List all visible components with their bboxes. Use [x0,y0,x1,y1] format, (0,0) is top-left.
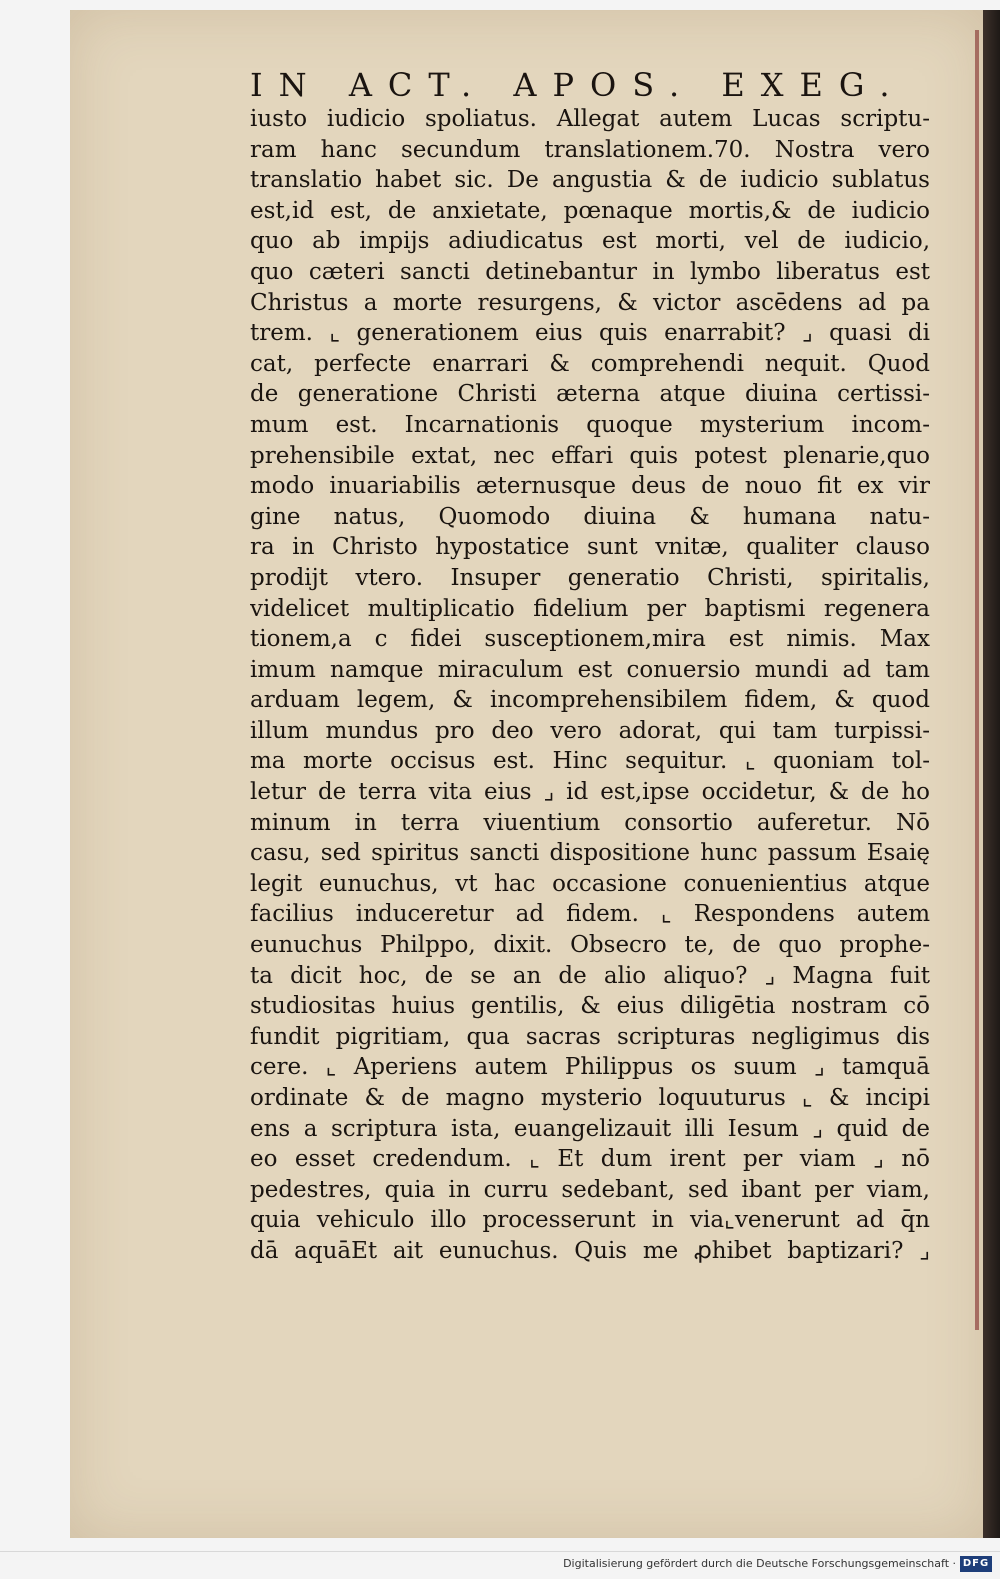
text-line: pedestres, quia in curru sedebant, sed ibant per viam, [250,1176,930,1203]
text-line: dā aquāEt ait eunuchus. Quis me ꝓhibet baptizari? ⌟ [250,1237,930,1264]
text-line: letur de terra vita eius ⌟ id est,ipse occidetur, & de ho [250,779,930,806]
text-line: quia vehiculo illo processerunt in via⌞venerunt ad q̄n [250,1207,930,1234]
text-line: ens a scriptura ista, euangelizauit illi Iesum ⌟ quid de [250,1115,930,1142]
text-line: de generatione Christi æterna atque diuina certissi- [250,381,930,408]
text-line: facilius induceretur ad fidem. ⌞ Respondens autem [250,901,930,928]
text-line: studiositas huius gentilis, & eius diligētia nostram cō [250,993,930,1020]
page-edge [975,30,979,1330]
text-line: legit eunuchus, vt hac occasione conuenientius atque [250,870,930,897]
text-line: eo esset credendum. ⌞ Et dum irent per viam ⌟ nō [250,1146,930,1173]
text-line: eunuchus Philppo, dixit. Obsecro te, de quo prophe- [250,932,930,959]
text-line: iusto iudicio spoliatus. Allegat autem Lucas scriptu- [250,106,930,132]
text-line: tionem,a c fidei susceptionem,mira est nimis. Max [250,626,930,653]
text-line: ta dicit hoc, de se an de alio aliquo? ⌟ Magna fuit [250,962,930,989]
text-line: mum est. Incarnationis quoque mysterium incom- [250,411,930,438]
text-line: ra in Christo hypostatice sunt vnitæ, qualiter clauso [250,534,930,561]
book-spine-edge [983,10,1000,1538]
text-line: quo ab impijs adiudicatus est morti, vel de iudicio, [250,228,930,255]
text-line: est,id est, de anxietate, pœnaque mortis,& de iudicio [250,197,930,224]
text-line: illum mundus pro deo vero adorat, qui tam turpissi- [250,717,930,744]
funding-credit: Digitalisierung gefördert durch die Deutsche Forschungsgemeinschaft · [563,1557,956,1570]
footer-bar [0,1551,1000,1579]
text-line: imum namque miraculum est conuersio mundi ad tam [250,656,930,683]
text-line: prodijt vtero. Insuper generatio Christi, spiritalis, [250,564,930,591]
text-line: modo inuariabilis æternusque deus de nouo fit ex vir [250,473,930,500]
text-line: ordinate & de magno mysterio loquuturus ⌞ & incipi [250,1085,930,1111]
text-line: prehensibile extat, nec effari quis potest plenarie,quo [250,442,930,469]
text-line: gine natus, Quomodo diuina & humana natu- [250,503,930,530]
text-line: trem. ⌞ generationem eius quis enarrabit? ⌟ quasi di [250,320,930,347]
running-header: IN ACT. APOS. EXEG. [250,66,906,104]
text-line: videlicet multiplicatio fidelium per baptismi regenera [250,595,930,622]
text-line: quo cæteri sancti detinebantur in lymbo liberatus est [250,258,930,285]
dfg-logo: DFG [960,1556,992,1572]
text-line: fundit pigritiam, qua sacras scripturas negligimus dis [250,1023,930,1050]
text-line: arduam legem, & incomprehensibilem fidem, & quod [250,687,930,714]
text-line: Christus a morte resurgens, & victor ascēdens ad pa [250,289,930,316]
text-line: ram hanc secundum translationem.70. Nostra vero [250,136,930,163]
text-line: cere. ⌞ Aperiens autem Philippus os suum ⌟ tamquā [250,1054,930,1081]
body-text [250,104,930,1267]
text-line: casu, sed spiritus sancti dispositione hunc passum Esaię [250,840,930,867]
text-line: translatio habet sic. De angustia & de iudicio sublatus [250,167,930,194]
text-line: ma morte occisus est. Hinc sequitur. ⌞ quoniam tol- [250,748,930,775]
text-line: minum in terra viuentium consortio auferetur. Nō [250,809,930,836]
text-line: cat, perfecte enarrari & comprehendi nequit. Quod [250,350,930,377]
